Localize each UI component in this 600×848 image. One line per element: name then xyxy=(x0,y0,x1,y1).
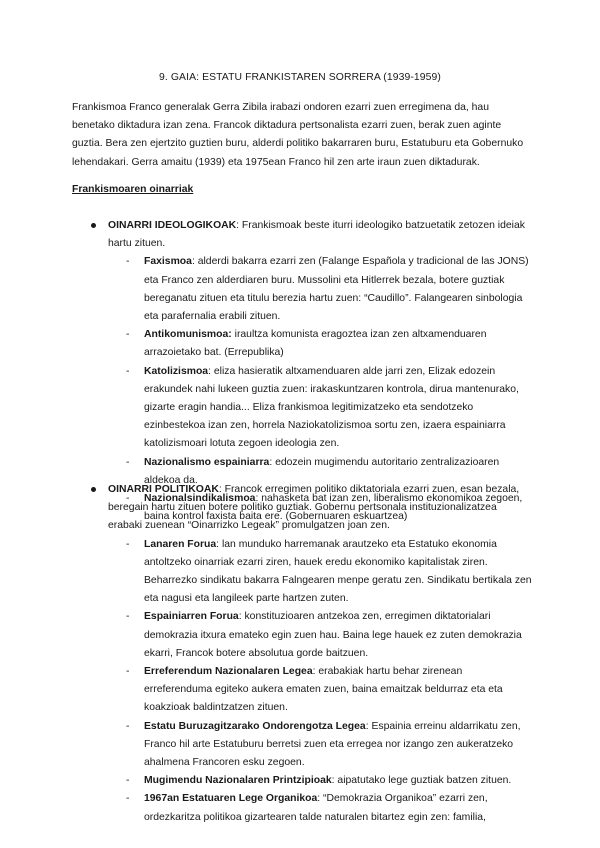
sub-item-text: : “Demokrazia Organikoa” ezarri zen, ordezkaritza politikoa gizartearen talde naturalen bitartez egin zen: familia, xyxy=(144,793,488,823)
dash-icon: - xyxy=(126,793,130,805)
bullet-title: OINARRI POLITIKOAK xyxy=(108,484,219,495)
sub-item-text: iraultza komunista eragoztea izan zen altxamenduaren arrazoietako bat. (Errepublika) xyxy=(144,329,487,359)
sub-item-term: Lanaren Forua xyxy=(144,538,217,550)
sub-item-term: Nazionalismo espainiarra xyxy=(144,456,270,468)
bullet-body: : Francok erregimen politiko diktatoriala ezarri zuen, esan bezala, beregain hartu zituen botere politiko guztiak. Gobernu pertsonala instituzionalizatzea erabaki zuenean “Oinarrizko Legeak” promulgatzen joan zen. xyxy=(108,484,520,532)
sub-item-term: Katolizismoa xyxy=(144,365,209,377)
sub-item xyxy=(126,326,532,362)
sub-item xyxy=(126,536,532,609)
sub-item-text: : aipatutako lege guztiak batzen zituen. xyxy=(331,775,512,787)
section-political xyxy=(0,481,600,827)
sub-item-text: : nahasketa bat izan zen, liberalismo ekonomikoa zegoen, baina kontrol faxista baita ere. (Gobernuaren eskuartzea) xyxy=(144,493,523,523)
dash-icon: - xyxy=(126,538,130,550)
dash-icon: - xyxy=(126,493,130,505)
dash-icon: - xyxy=(126,365,130,377)
dash-icon: - xyxy=(126,720,130,732)
sub-item-term: Mugimendu Nazionalaren Printzipioak xyxy=(144,775,332,787)
section-heading: Frankismoaren oinarriak xyxy=(72,184,194,195)
sub-item xyxy=(126,663,532,718)
intro-paragraph: Frankismoa Franco generalak Gerra Zibila irabazi ondoren ezarri zuen erregimena da, hau benetako diktadura izan zena. Francok diktadura pertsonalista ezarri zuen, berak zuen aginte guztia. Bera zen ejertzito guztien buru, alderdi politiko bakarraren buru, Estatuburu eta Gobernuko lehendakari. Gerra amaitu (1939) eta 1975ean Franco hil zen arte iraun zuen diktadurak. xyxy=(72,102,524,168)
sub-item-term: 1967an Estatuaren Lege Organikoa xyxy=(144,793,318,805)
sub-item-term: Estatu Buruzagitzarako Ondorengotza Legea xyxy=(144,720,366,732)
dash-icon: - xyxy=(126,456,130,468)
sub-item-text: : konstituzioaren antzekoa zen, erregimen diktatorialari demokrazia itxura emateko egin zuen hau. Baina lege hauek ez zuten demokrazia ekarri, Francok botere absolutua gorde baitzuen. xyxy=(144,611,522,659)
sub-item-text: : Espainia erreinu aldarrikatu zen, Franco hil arte Estatuburu berretsi zuen eta erregea nor izango zen aukeratzeko ahalmena Francoren esku zegoen. xyxy=(144,720,521,769)
sub-item xyxy=(126,718,532,773)
dash-icon: - xyxy=(126,666,130,678)
sub-item-term: Faxismoa xyxy=(144,256,192,268)
bullet-dot-icon xyxy=(91,223,96,228)
sub-item xyxy=(126,253,532,326)
sub-item-term: Erreferendum Nazionalaren Legea xyxy=(144,666,313,678)
sub-item-text: : eliza hasieratik altxamenduaren alde jarri zen, Elizak edozein erakundek nahi lukeen guztia zuen: irakaskuntzaren kontrola, dirua mantenurako, gizarte eragin handia... Eliza frankismoa legitimizatzeko eta sendotzeko ezinbestekoa izan zen, horrela Naziokatolizismoa sortu zen, izaera espainiarra katolizismoari lotuta zegoen ideologia zen. xyxy=(144,365,519,450)
dash-icon: - xyxy=(126,329,130,341)
sub-item xyxy=(126,772,532,790)
sub-item-term: Espainiarren Forua xyxy=(144,611,239,623)
sub-item xyxy=(126,363,532,454)
sub-item-term: Antikomunismoa: xyxy=(144,329,232,341)
sub-item xyxy=(126,790,532,826)
bullet-dot-icon xyxy=(91,487,96,492)
bullet-item xyxy=(0,217,600,253)
sub-item-text: : alderdi bakarra ezarri zen (Falange Española y tradicional de las JONS) eta Franco zen alderdiaren buru. Mussolini eta Hitlerrek bezala, botere guztiak bereganatu zituen eta titulu berezia hartu zuen: “Caudillo”. Falangearen sinbologia eta parafernalia erabili zituen. xyxy=(144,256,529,323)
dash-icon: - xyxy=(126,775,130,787)
bullet-text xyxy=(108,217,532,253)
bullet-text xyxy=(108,481,532,536)
bullet-item xyxy=(0,481,600,536)
dash-icon: - xyxy=(126,256,130,268)
sub-item-text: : erabakiak hartu behar zirenean erreferenduma egiteko aukera ematen zuen, baina emaitzak beldurraz eta eta koakzioak baldintzatzen zituen. xyxy=(144,666,503,714)
sub-item-text: : lan munduko harremanak arautzeko eta Estatuko ekonomia antoltzeko oinarriak ezarri ziren, hauek eredu ekonomiko kapitalistak ziren. Beharrezko sindikatu bakarra Falngearen menpe geratu zen. Sindikatu bertikala zen eta nagusi eta langileek parte hartzen zuten. xyxy=(144,538,532,605)
sub-item xyxy=(126,608,532,663)
bullet-body: : Frankismoak beste iturri ideologiko batzuetatik zetozen ideiak hartu zituen. xyxy=(108,220,525,250)
sub-item-term: Nazionalsindikalismoa xyxy=(144,493,256,505)
sub-item-text: : edozein mugimendu autoritario zentralizazioaren aldekoa da. xyxy=(144,456,500,486)
bullet-title: OINARRI IDEOLOGIKOAK xyxy=(108,220,237,231)
page-title: 9. GAIA: ESTATU FRANKISTAREN SORRERA (1939-1959) xyxy=(159,72,441,83)
dash-icon: - xyxy=(126,611,130,623)
